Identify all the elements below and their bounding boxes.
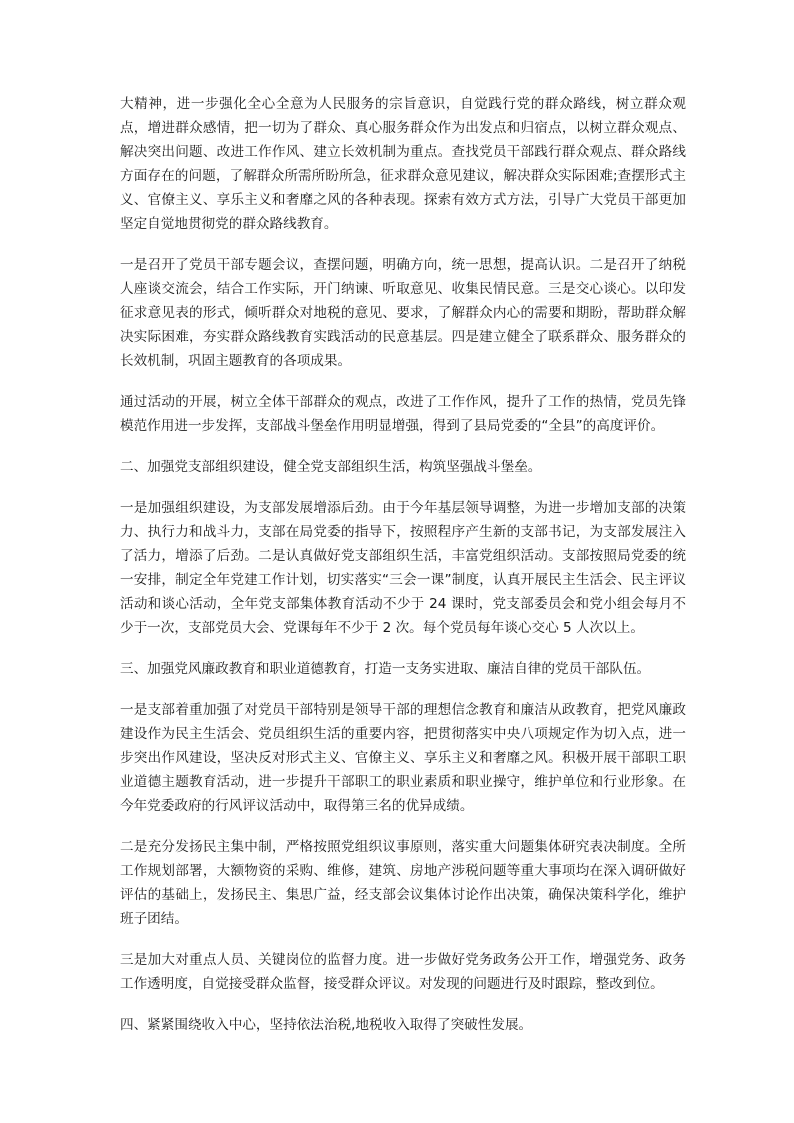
section-heading-4: 四、紧紧围绕收入中心，坚持依法治税,地税收入取得了突破性发展。 [120, 1017, 533, 1033]
paragraph-measures: 一是召开了党员干部专题会议，查摆问题，明确方向，统一思想，提高认识。二是召开了纳税人座谈交流会，结合工作实际，开门纳谏、听取意见、收集民情民意。三是交心谈心。以印发征求意见表的形式，倾听群众对地税的意见、要求，了解群众内心的需要和期盼，帮助群众解决实际困难，夯实群众路线教育实践活动的民意基层。四是建立健全了联系群众、服务群众的长效机制，巩固主题教育的各项成果。 [120, 257, 686, 369]
paragraph-organization: 一是加强组织建设，为支部发展增添后劲。由于今年基层领导调整，为进一步增加支部的决策力、执行力和战斗力，支部在局党委的指导下，按照程序产生新的支部书记，为支部发展注入了活力，增添了后劲。二是认真做好党支部组织生活，丰富党组织活动。支部按照局党委的统一安排，制定全年党建工作计划，切实落实“三会一课”制度，认真开展民主生活会、民主评议活动和谈心活动，全年党支部集体教育活动不少于 24 课时，党支部委员会和党小组会每月不少于一次，支部党员大会、党课每年不少于 2 次。每个党员每年谈心交心 5 人次以上。 [120, 500, 686, 636]
document-page [120, 92, 686, 1054]
section-heading-3: 三、加强党风廉政教育和职业道德教育，打造一支务实进取、廉洁自律的党员干部队伍。 [120, 661, 651, 677]
paragraph-supervision: 三是加大对重点人员、关键岗位的监督力度。进一步做好党务政务公开工作，增强党务、政务工作透明度，自觉接受群众监督，接受群众评议。对发现的问题进行及时跟踪，整改到位。 [120, 952, 686, 992]
section-heading-2: 二、加强党支部组织建设，健全党支部组织生活，构筑坚强战斗堡垒。 [120, 459, 542, 475]
paragraph-democratic-centralism: 二是充分发扬民主集中制，严格按照党组织议事原则，落实重大问题集体研究表决制度。全所工作规划部署，大额物资的采购、维修，建筑、房地产涉税问题等重大事项均在深入调研做好评估的基础上，发扬民主、集思广益，经支部会议集体讨论作出决策，确保决策科学化，维护班子团结。 [120, 839, 686, 927]
paragraph-integrity-education: 一是支部着重加强了对党员干部特别是领导干部的理想信念教育和廉洁从政教育，把党风廉政建设作为民主生活会、党员组织生活的重要内容，把贯彻落实中央八项规定作为切入点，进一步突出作风建设，坚决反对形式主义、官僚主义、享乐主义和奢靡之风。积极开展干部职工职业道德主题教育活动，进一步提升干部职工的职业素质和职业操守，维护单位和行业形象。在今年党委政府的行风评议活动中，取得第三名的优异成绩。 [120, 702, 686, 814]
paragraph-results: 通过活动的开展，树立全体干部群众的观点，改进了工作作风，提升了工作的热情，党员先锋模范作用进一步发挥，支部战斗堡垒作用明显增强，得到了县局党委的“全县”的高度评价。 [120, 394, 686, 434]
paragraph-intro: 大精神，进一步强化全心全意为人民服务的宗旨意识，自觉践行党的群众路线，树立群众观点，增进群众感情，把一切为了群众、真心服务群众作为出发点和归宿点，以树立群众观点、解决突出问题、改进工作作风、建立长效机制为重点。查找党员干部践行群众观点、群众路线方面存在的问题，了解群众所需所盼所急，征求群众意见建议，解决群众实际困难;查摆形式主义、官僚主义、享乐主义和奢靡之风的各种表现。探索有效方式方法，引导广大党员干部更加坚定自觉地贯彻党的群众路线教育。 [120, 96, 686, 232]
